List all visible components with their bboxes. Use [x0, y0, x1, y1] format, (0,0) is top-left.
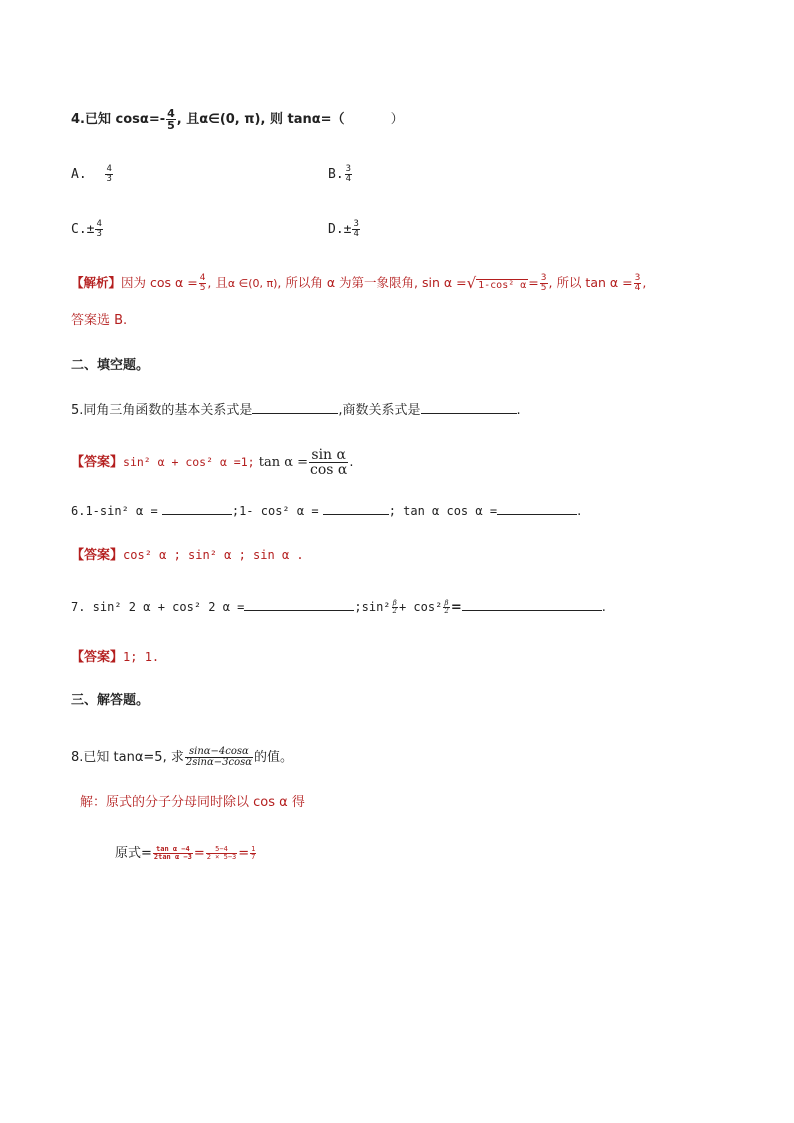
q6-answer — [71, 549, 304, 562]
q5-answer-text: sin² α + cos² α =1; — [123, 455, 255, 469]
q6-blank-2[interactable] — [323, 513, 389, 515]
q8-stem-b: 的值。 — [253, 750, 293, 765]
q4-analysis-f2-den: 5 — [540, 283, 547, 293]
q4-analysis-line2: 答案选 B. — [71, 313, 128, 328]
q4-option-a-frac — [105, 165, 112, 184]
q4-option-b — [328, 165, 353, 184]
q4-option-b-num: 3 — [345, 164, 352, 174]
q8-sol-f3-den: 7 — [251, 853, 256, 861]
q7-stem-b: ;sin² — [354, 600, 391, 614]
q8-sol-f1-num: tan α −4 — [153, 846, 193, 854]
q8-frac-num: sinα−4cosα — [185, 747, 253, 758]
q6-blank-1[interactable] — [162, 513, 232, 515]
q4-option-d-frac — [352, 220, 359, 239]
q8-fraction — [185, 747, 253, 768]
q4-analysis-sqrt — [467, 276, 529, 291]
q8-sol-frac-1 — [153, 846, 193, 861]
q4-analysis-text-4: , 所以角 α 为第一象限角, sin α = — [277, 275, 467, 290]
q4-option-c — [71, 220, 104, 239]
q8-stem — [71, 747, 293, 768]
q8-solution-line2 — [115, 846, 257, 861]
q4-option-a-num: 4 — [106, 164, 112, 174]
q5-stem — [71, 404, 521, 417]
q4-option-c-frac — [95, 220, 102, 239]
q5-blank-2[interactable] — [421, 412, 517, 414]
q4-paren-close: ） — [390, 112, 404, 127]
q4-option-a-den: 3 — [106, 174, 112, 184]
q4-option-d-num: 3 — [353, 219, 359, 229]
q5-answer-end: . — [349, 455, 354, 470]
q5-answer-tan: tan α = — [258, 455, 309, 470]
q4-stem-pre: 4.已知 cosα=- — [71, 112, 166, 127]
q8-sol-f1-den: 2tan α −3 — [153, 853, 192, 861]
q4-analysis-text-6: , 所以 tan α = — [548, 275, 633, 290]
q4-option-c-den: 3 — [96, 229, 102, 239]
q4-analysis-f3-num: 3 — [634, 273, 641, 283]
q7-stem-e: . — [601, 600, 606, 615]
q6-answer-tag: 【答案】 — [71, 548, 124, 563]
q8-sol-frac-3 — [250, 846, 256, 861]
q4-option-a — [71, 165, 114, 184]
q5-answer-den: cos α — [310, 462, 348, 478]
q8-sol-f2-num: 5−4 — [206, 846, 238, 854]
q7-stem-a: 7. sin² 2 α + cos² 2 α = — [71, 600, 245, 614]
q4-analysis-sqrt-content: 1-cos² α — [478, 280, 527, 291]
q8-sol-label: 原式= — [115, 846, 152, 861]
q6-stem — [71, 505, 581, 518]
q6-answer-text: cos² α ; sin² α ; sin α . — [123, 548, 304, 562]
q5-stem-a: 5.同角三角函数的基本关系式是 — [71, 403, 253, 418]
q4-analysis-frac-1 — [199, 274, 207, 293]
sqrt-icon: √ — [466, 274, 477, 292]
q8-solution-line1: 解：原式的分子分母同时除以 cos α 得 — [80, 795, 305, 810]
q8-sol-eq: = — [193, 846, 205, 861]
q8-sol-f3-num: 1 — [251, 845, 256, 853]
q5-stem-b: ,商数关系式是 — [338, 403, 421, 418]
q7-answer-text: 1; 1. — [123, 650, 160, 664]
q4-analysis-interval: α ∈(0, π) — [227, 277, 278, 290]
q7-beta-num-2: β — [444, 599, 449, 607]
section-2-title: 二、填空题。 — [71, 358, 150, 373]
q4-option-b-label: B. — [328, 167, 344, 182]
q7-beta-den-2: 2 — [444, 607, 449, 615]
q4-frac-num: 4 — [167, 107, 175, 120]
q6-stem-a: 6.1-sin² α = — [71, 504, 158, 518]
q4-analysis-frac-2 — [540, 274, 548, 293]
q4-fraction — [166, 108, 176, 131]
q7-blank-2[interactable] — [462, 609, 602, 611]
q4-option-b-den: 4 — [345, 174, 352, 184]
q4-analysis-f1-den: 5 — [199, 283, 206, 293]
q4-option-a-label: A. — [71, 167, 87, 182]
q7-stem-c: + cos² — [398, 600, 443, 614]
q5-blank-1[interactable] — [252, 412, 338, 414]
q4-option-d-den: 4 — [353, 229, 359, 239]
q5-answer-tag: 【答案】 — [71, 455, 124, 470]
q7-beta-frac-2 — [443, 600, 449, 615]
q4-analysis-text-7: , — [642, 275, 647, 290]
q7-answer-tag: 【答案】 — [71, 650, 124, 665]
q8-stem-a: 8.已知 tanα=5, 求 — [71, 750, 184, 765]
q4-analysis-f3-den: 4 — [634, 283, 641, 293]
q7-beta-num-1: β — [392, 599, 397, 607]
q4-stem-post: , 且α∈(0, π), 则 tanα=（ — [176, 112, 345, 127]
q4-option-d-label: D.± — [328, 222, 352, 237]
q7-blank-1[interactable] — [244, 609, 354, 611]
q4-option-d — [328, 220, 361, 239]
q4-option-c-label: C.± — [71, 222, 95, 237]
q4-analysis-tag: 【解析】 — [71, 275, 122, 290]
q5-answer-frac — [309, 448, 348, 477]
q4-analysis-frac-3 — [634, 274, 642, 293]
q4-stem — [71, 108, 404, 131]
q4-analysis-text-5: = — [528, 275, 539, 290]
q8-sol-frac-2 — [206, 846, 238, 861]
q6-stem-b: ;1- cos² α = — [231, 504, 319, 518]
q5-answer-num: sin α — [309, 448, 348, 463]
q4-option-b-frac — [345, 165, 352, 184]
q7-stem-d: = — [450, 600, 462, 615]
q7-beta-den-1: 2 — [392, 607, 397, 615]
q6-stem-d: . — [577, 504, 582, 519]
q4-analysis-f1-num: 4 — [199, 273, 206, 283]
q7-beta-frac-1 — [392, 600, 398, 615]
q5-stem-c: . — [516, 403, 521, 418]
q4-analysis — [71, 274, 646, 293]
q4-analysis-text-2: , 且 — [207, 275, 228, 290]
q8-sol-f2-den: 2 × 5−3 — [206, 853, 237, 861]
q7-answer — [71, 651, 159, 664]
q7-stem — [71, 600, 606, 615]
q6-stem-c: ; tan α cos α = — [388, 504, 498, 518]
q4-analysis-f2-num: 3 — [540, 273, 547, 283]
q6-blank-3[interactable] — [497, 513, 577, 515]
q8-sol-eq2: = — [238, 846, 250, 861]
q8-frac-den: 2sinα−3cosα — [185, 757, 252, 768]
section-3-title: 三、解答题。 — [71, 693, 150, 708]
q5-answer — [71, 448, 354, 477]
q4-option-c-num: 4 — [96, 219, 102, 229]
q4-frac-den: 5 — [167, 119, 175, 132]
q4-analysis-text-1: 因为 cos α = — [121, 275, 198, 290]
